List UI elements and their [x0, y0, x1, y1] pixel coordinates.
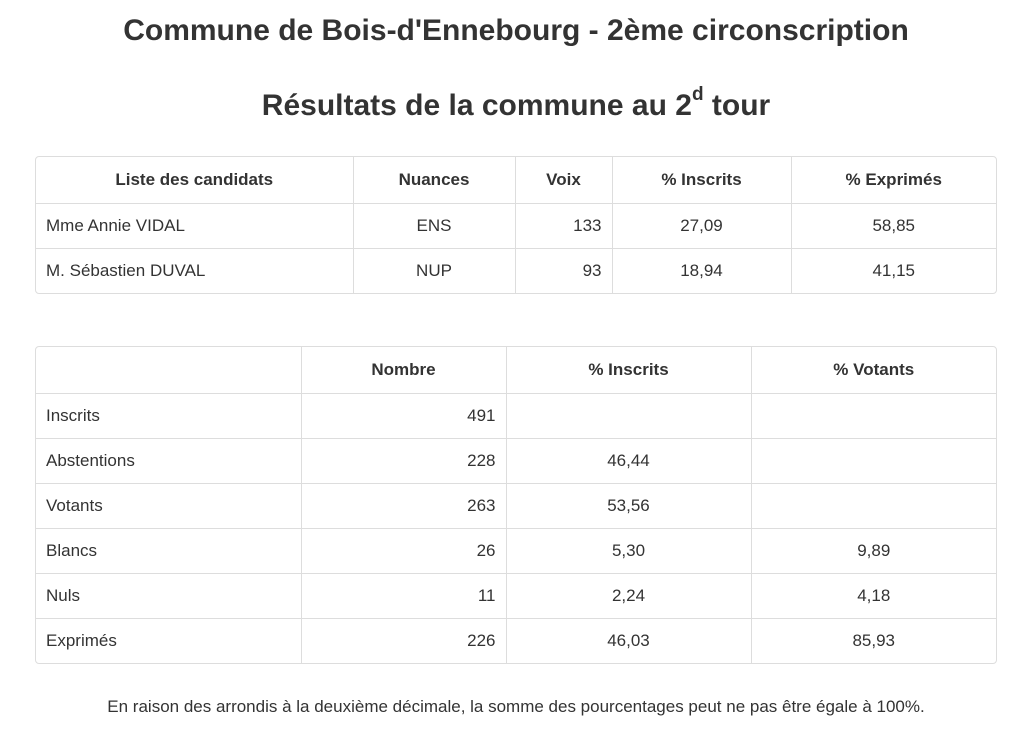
- row-label: Exprimés: [36, 618, 301, 663]
- row-pct-votants: 85,93: [852, 630, 896, 650]
- candidate-pct-inscrits: 27,09: [612, 203, 791, 248]
- table-row: [36, 573, 996, 618]
- row-nombre: 228: [301, 438, 506, 483]
- row-nombre: 11: [301, 573, 506, 618]
- candidate-pct-inscrits: 18,94: [612, 248, 791, 293]
- rounding-footnote: En raison des arrondis à la deuxième décimale, la somme des pourcentages peut ne pas être égale à 100%.: [107, 697, 925, 716]
- table-row: [36, 438, 996, 483]
- row-label: Abstentions: [36, 438, 301, 483]
- column-header-pct-exprimes: % Exprimés: [791, 157, 996, 203]
- page-title: Commune de Bois-d'Ennebourg - 2ème circonscription: [123, 14, 909, 47]
- candidate-pct-exprimes: 41,15: [872, 260, 916, 280]
- candidate-name: Mme Annie VIDAL: [36, 203, 353, 248]
- subtitle-suffix: tour: [703, 89, 771, 122]
- candidate-voix: 133: [515, 203, 612, 248]
- candidates-table: [36, 157, 996, 293]
- subtitle-superscript: d: [691, 84, 704, 105]
- row-pct-votants: 4,18: [751, 573, 996, 618]
- column-header-pct-inscrits: % Inscrits: [506, 347, 751, 393]
- table-row: [36, 528, 996, 573]
- table-row: [36, 483, 996, 528]
- table-row: [36, 393, 996, 438]
- row-label: Inscrits: [36, 393, 301, 438]
- candidate-nuance: ENS: [353, 203, 515, 248]
- candidate-pct-exprimes: 58,85: [791, 203, 996, 248]
- candidate-nuance: NUP: [353, 248, 515, 293]
- row-pct-votants: [751, 393, 996, 438]
- row-pct-inscrits: [506, 393, 751, 438]
- column-header-nuances: Nuances: [353, 157, 515, 203]
- row-label: Blancs: [36, 528, 301, 573]
- column-header-nombre: Nombre: [301, 347, 506, 393]
- row-pct-votants: [751, 438, 996, 483]
- row-pct-inscrits: 5,30: [506, 528, 751, 573]
- row-pct-votants: [751, 483, 996, 528]
- table-header-row: [36, 157, 996, 203]
- row-pct-inscrits: 46,03: [506, 618, 751, 663]
- candidate-name: M. Sébastien DUVAL: [36, 248, 353, 293]
- row-pct-inscrits: 53,56: [506, 483, 751, 528]
- table-row: [36, 203, 996, 248]
- column-header-pct-inscrits: % Inscrits: [612, 157, 791, 203]
- results-subtitle: [0, 84, 1016, 125]
- column-header-candidates: Liste des candidats: [36, 157, 353, 203]
- row-nombre: 226: [301, 618, 506, 663]
- table-row: [36, 618, 996, 663]
- table-header-row: [36, 347, 996, 393]
- row-pct-votants: 9,89: [751, 528, 996, 573]
- stats-table: [36, 347, 996, 663]
- row-label: Nuls: [36, 573, 301, 618]
- row-nombre: 26: [301, 528, 506, 573]
- row-pct-inscrits: 46,44: [506, 438, 751, 483]
- row-nombre: 263: [301, 483, 506, 528]
- column-header-voix: Voix: [515, 157, 612, 203]
- row-label: Votants: [36, 483, 301, 528]
- candidate-voix: 93: [515, 248, 612, 293]
- column-header-pct-votants: % Votants: [751, 347, 996, 393]
- table-row: [36, 248, 996, 293]
- stats-table-container: [35, 346, 997, 664]
- candidates-table-container: [35, 156, 997, 294]
- row-pct-inscrits: 2,24: [506, 573, 751, 618]
- column-header-empty: [36, 347, 301, 393]
- subtitle-prefix: Résultats de la commune au 2: [261, 89, 692, 122]
- row-nombre: 491: [301, 393, 506, 438]
